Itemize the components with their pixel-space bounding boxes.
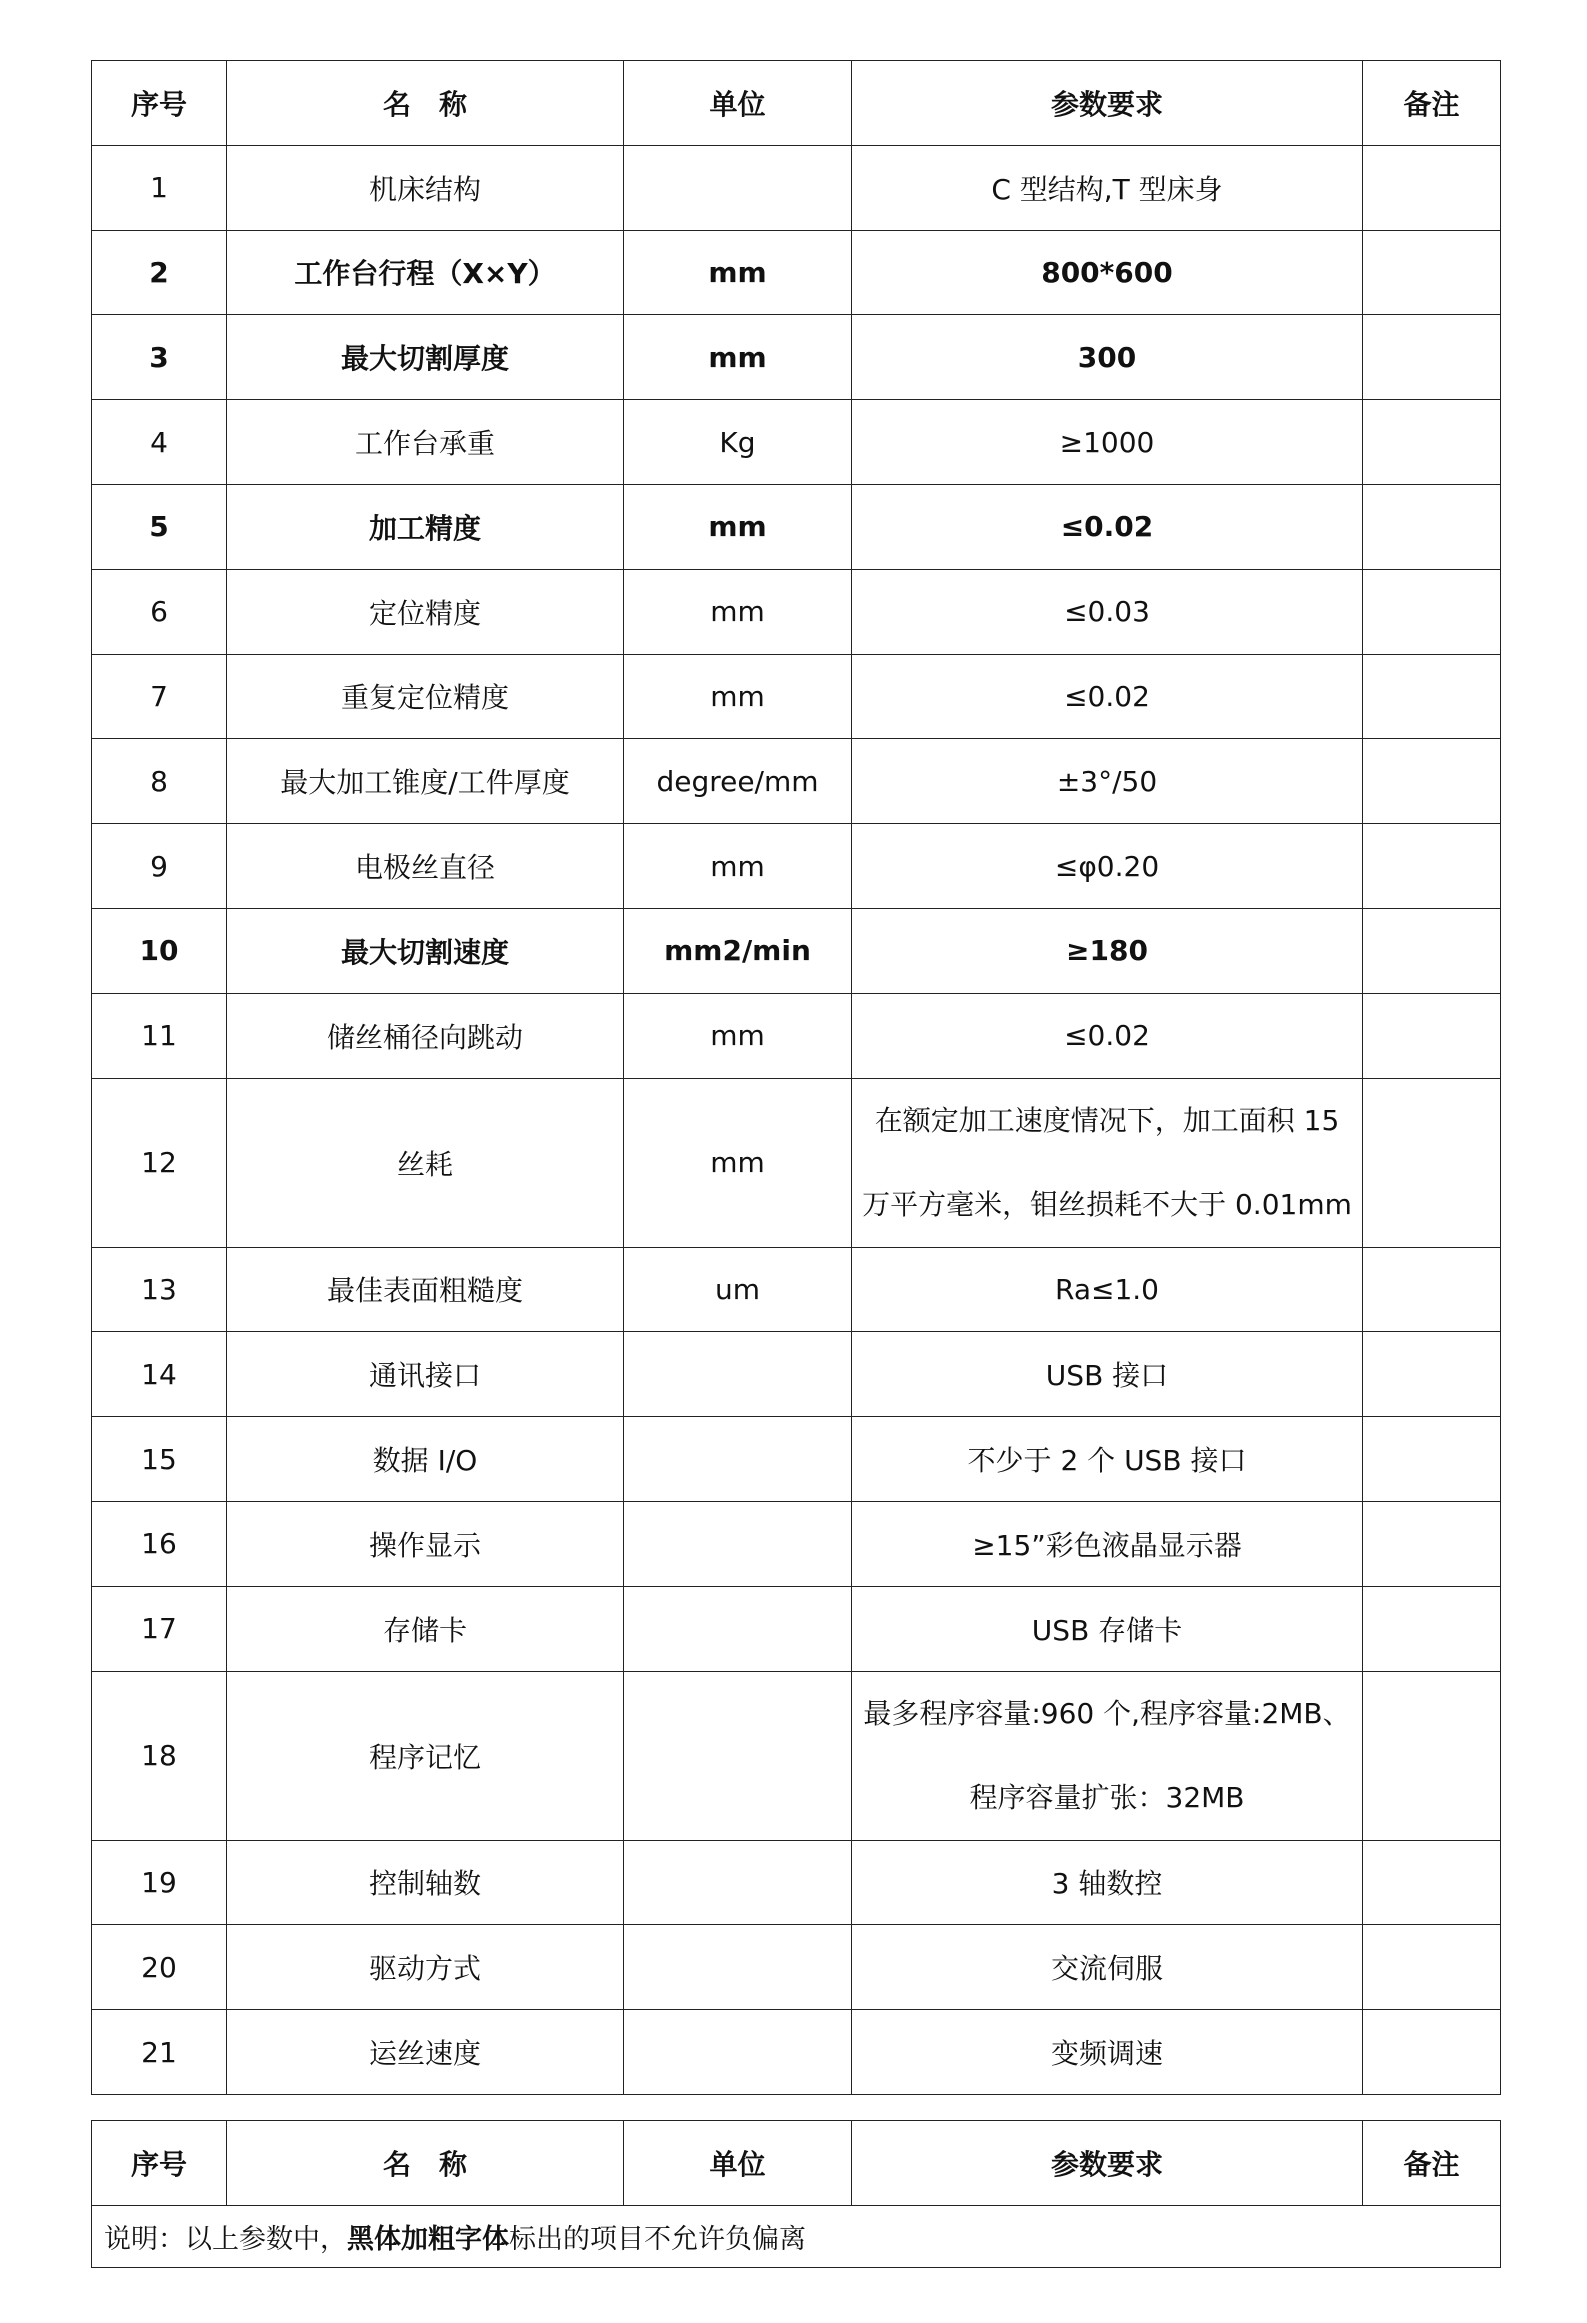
cell-no: 6 xyxy=(92,569,227,654)
cell-unit xyxy=(624,1925,852,2010)
cell-unit xyxy=(624,1586,852,1671)
header-remark: 备注 xyxy=(1363,61,1501,146)
cell-name: 丝耗 xyxy=(227,1078,624,1247)
cell-unit: mm xyxy=(624,1078,852,1247)
table-row xyxy=(92,824,1501,909)
cell-remark xyxy=(1363,1671,1501,1840)
cell-remark xyxy=(1363,993,1501,1078)
cell-remark xyxy=(1363,1417,1501,1502)
cell-remark xyxy=(1363,1247,1501,1332)
table-row xyxy=(92,1586,1501,1671)
cell-unit: mm xyxy=(624,993,852,1078)
cell-requirement: C 型结构,T 型床身 xyxy=(852,145,1363,230)
cell-name: 定位精度 xyxy=(227,569,624,654)
cell-name: 程序记忆 xyxy=(227,1671,624,1840)
cell-unit: mm2/min xyxy=(624,908,852,993)
note-prefix: 说明：以上参数中， xyxy=(104,2223,347,2255)
cell-requirement: ≤0.03 xyxy=(852,569,1363,654)
cell-unit xyxy=(624,1840,852,1925)
spec-table xyxy=(91,60,1501,2095)
table-row xyxy=(92,1417,1501,1502)
cell-no: 19 xyxy=(92,1840,227,1925)
cell-remark xyxy=(1363,230,1501,315)
footer-header-no: 序号 xyxy=(92,2121,227,2206)
table-row xyxy=(92,2010,1501,2095)
cell-unit: Kg xyxy=(624,400,852,485)
footer-header-remark: 备注 xyxy=(1363,2121,1501,2206)
table-row xyxy=(92,908,1501,993)
cell-name: 数据 I/O xyxy=(227,1417,624,1502)
note-suffix: 标出的项目不允许负偏离 xyxy=(509,2223,806,2255)
cell-requirement: ≤0.02 xyxy=(852,993,1363,1078)
cell-requirement xyxy=(852,1078,1363,1247)
cell-unit xyxy=(624,1501,852,1586)
cell-remark xyxy=(1363,569,1501,654)
cell-name: 机床结构 xyxy=(227,145,624,230)
cell-requirement: ≤0.02 xyxy=(852,484,1363,569)
cell-no: 3 xyxy=(92,315,227,400)
cell-no: 15 xyxy=(92,1417,227,1502)
cell-remark xyxy=(1363,315,1501,400)
cell-unit xyxy=(624,1671,852,1840)
cell-requirement: 变频调速 xyxy=(852,2010,1363,2095)
cell-name: 最大切割厚度 xyxy=(227,315,624,400)
cell-unit: mm xyxy=(624,484,852,569)
cell-no: 10 xyxy=(92,908,227,993)
cell-no: 1 xyxy=(92,145,227,230)
cell-name: 工作台行程（X×Y） xyxy=(227,230,624,315)
cell-name: 操作显示 xyxy=(227,1501,624,1586)
cell-unit xyxy=(624,2010,852,2095)
cell-no: 5 xyxy=(92,484,227,569)
cell-requirement: ≥180 xyxy=(852,908,1363,993)
cell-remark xyxy=(1363,1501,1501,1586)
cell-name: 储丝桶径向跳动 xyxy=(227,993,624,1078)
note-emphasis: 黑体加粗字体 xyxy=(347,2223,509,2255)
table-row xyxy=(92,1671,1501,1840)
cell-requirement: 3 轴数控 xyxy=(852,1840,1363,1925)
note-text xyxy=(92,2205,1501,2267)
cell-name: 存储卡 xyxy=(227,1586,624,1671)
cell-requirement: ≥15”彩色液晶显示器 xyxy=(852,1501,1363,1586)
cell-requirement: USB 接口 xyxy=(852,1332,1363,1417)
cell-requirement: Ra≤1.0 xyxy=(852,1247,1363,1332)
cell-requirement: ≤φ0.20 xyxy=(852,824,1363,909)
cell-remark xyxy=(1363,1586,1501,1671)
cell-requirement: ≤0.02 xyxy=(852,654,1363,739)
cell-remark xyxy=(1363,1078,1501,1247)
cell-remark xyxy=(1363,1332,1501,1417)
table-row xyxy=(92,1925,1501,2010)
footer-header-row xyxy=(92,2121,1501,2206)
footer-header-requirement: 参数要求 xyxy=(852,2121,1363,2206)
cell-unit: mm xyxy=(624,824,852,909)
cell-name: 运丝速度 xyxy=(227,2010,624,2095)
cell-requirement: USB 存储卡 xyxy=(852,1586,1363,1671)
cell-remark xyxy=(1363,145,1501,230)
cell-unit: mm xyxy=(624,569,852,654)
cell-no: 16 xyxy=(92,1501,227,1586)
cell-no: 21 xyxy=(92,2010,227,2095)
cell-no: 20 xyxy=(92,1925,227,2010)
cell-no: 14 xyxy=(92,1332,227,1417)
cell-no: 7 xyxy=(92,654,227,739)
cell-requirement: ±3°/50 xyxy=(852,739,1363,824)
cell-no: 17 xyxy=(92,1586,227,1671)
table-row xyxy=(92,230,1501,315)
requirement-line: 程序容量扩张：32MB xyxy=(969,1780,1245,1814)
footer-table xyxy=(91,2120,1501,2268)
footer-header-name: 名 称 xyxy=(227,2121,624,2206)
cell-unit: mm xyxy=(624,654,852,739)
requirement-line: 万平方毫米，钼丝损耗不大于 0.01mm xyxy=(862,1187,1352,1221)
cell-remark xyxy=(1363,654,1501,739)
cell-remark xyxy=(1363,739,1501,824)
cell-no: 2 xyxy=(92,230,227,315)
cell-remark xyxy=(1363,484,1501,569)
cell-name: 最大切割速度 xyxy=(227,908,624,993)
cell-unit: mm xyxy=(624,315,852,400)
table-row xyxy=(92,1247,1501,1332)
cell-no: 12 xyxy=(92,1078,227,1247)
header-name: 名 称 xyxy=(227,61,624,146)
table-row xyxy=(92,400,1501,485)
cell-requirement: 不少于 2 个 USB 接口 xyxy=(852,1417,1363,1502)
cell-remark xyxy=(1363,1925,1501,2010)
table-header-row xyxy=(92,61,1501,146)
cell-unit: degree/mm xyxy=(624,739,852,824)
cell-unit: um xyxy=(624,1247,852,1332)
spec-table-body xyxy=(92,145,1501,2094)
footer-header-unit: 单位 xyxy=(624,2121,852,2206)
cell-remark xyxy=(1363,824,1501,909)
table-row xyxy=(92,315,1501,400)
header-no: 序号 xyxy=(92,61,227,146)
cell-name: 控制轴数 xyxy=(227,1840,624,1925)
cell-name: 驱动方式 xyxy=(227,1925,624,2010)
table-row xyxy=(92,145,1501,230)
cell-remark xyxy=(1363,2010,1501,2095)
cell-unit xyxy=(624,1417,852,1502)
cell-no: 9 xyxy=(92,824,227,909)
cell-name: 通讯接口 xyxy=(227,1332,624,1417)
cell-remark xyxy=(1363,400,1501,485)
cell-name: 工作台承重 xyxy=(227,400,624,485)
cell-name: 重复定位精度 xyxy=(227,654,624,739)
note-row xyxy=(92,2205,1501,2267)
requirement-line: 在额定加工速度情况下，加工面积 15 xyxy=(874,1103,1340,1137)
table-row xyxy=(92,569,1501,654)
requirement-line: 最多程序容量:960 个,程序容量:2MB、 xyxy=(863,1696,1351,1730)
table-row xyxy=(92,739,1501,824)
table-row xyxy=(92,1840,1501,1925)
cell-no: 11 xyxy=(92,993,227,1078)
table-row xyxy=(92,993,1501,1078)
cell-unit: mm xyxy=(624,230,852,315)
table-row xyxy=(92,1332,1501,1417)
cell-requirement: ≥1000 xyxy=(852,400,1363,485)
header-unit: 单位 xyxy=(624,61,852,146)
header-requirement: 参数要求 xyxy=(852,61,1363,146)
cell-no: 8 xyxy=(92,739,227,824)
table-row xyxy=(92,484,1501,569)
cell-requirement: 800*600 xyxy=(852,230,1363,315)
cell-no: 18 xyxy=(92,1671,227,1840)
table-row xyxy=(92,654,1501,739)
cell-unit xyxy=(624,1332,852,1417)
table-row xyxy=(92,1501,1501,1586)
cell-name: 电极丝直径 xyxy=(227,824,624,909)
cell-no: 4 xyxy=(92,400,227,485)
cell-name: 最大加工锥度/工件厚度 xyxy=(227,739,624,824)
cell-requirement: 300 xyxy=(852,315,1363,400)
cell-no: 13 xyxy=(92,1247,227,1332)
cell-requirement: 交流伺服 xyxy=(852,1925,1363,2010)
cell-remark xyxy=(1363,908,1501,993)
cell-name: 加工精度 xyxy=(227,484,624,569)
cell-remark xyxy=(1363,1840,1501,1925)
cell-name: 最佳表面粗糙度 xyxy=(227,1247,624,1332)
table-row xyxy=(92,1078,1501,1247)
cell-unit xyxy=(624,145,852,230)
cell-requirement xyxy=(852,1671,1363,1840)
